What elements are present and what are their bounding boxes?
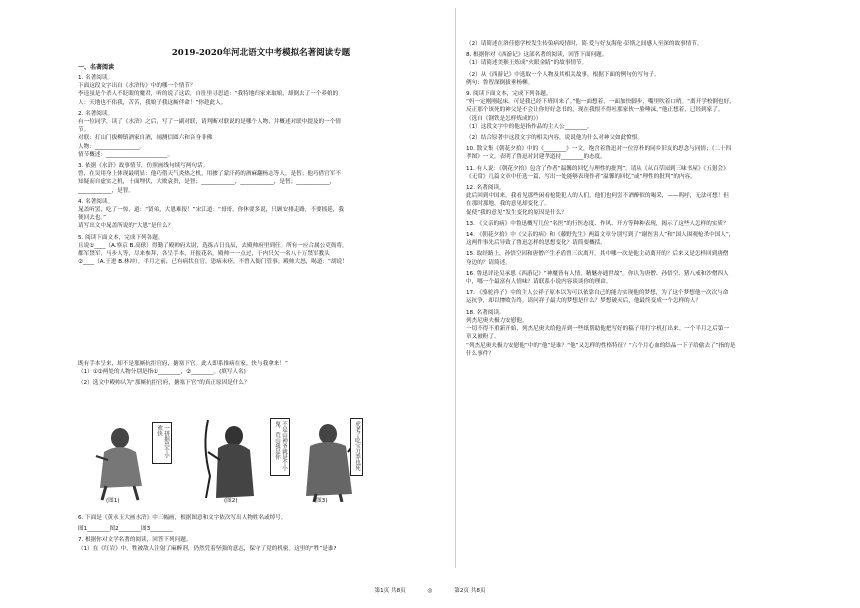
text-line: 中，哪一个最富有人情味？请联系小说内容谈谈你的理由。 bbox=[466, 279, 612, 286]
page-title: 2019-2020年河北语文中考模拟名著阅读专题 bbox=[171, 48, 351, 58]
text-line: 例句：鲁智深倒拔垂杨柳。 bbox=[466, 79, 534, 86]
text-line: 孝图》一文，表明了鲁迅对封建孝道持________的态度。 bbox=[466, 154, 606, 161]
text-line: 什么事件？ bbox=[466, 350, 494, 357]
text-line: 在那时那地，我的意见却变化了。 bbox=[466, 201, 550, 208]
text-line: 列杰尼奥夫极力安慰他。 bbox=[466, 317, 528, 324]
text-line: 既有手本呈来，却不是那厮抗拒官府，搪塞下官。此人即系推病在家。快与我拿来！” bbox=[78, 361, 288, 367]
text-line: 节。 bbox=[78, 127, 90, 134]
text-line: 身边的？请简述。 bbox=[466, 259, 511, 266]
text-line: （2）从《西游记》中选取一个人物及其相关故事，根据下面的例句仿写句子。 bbox=[466, 71, 660, 78]
text-line: 曾，在吴用身上体现最明显：他巧借天气炎热之机，用掺了蒙汗药的酒麻翻杨志等人，是智；他巧借官军不 bbox=[78, 171, 341, 178]
text-line: “列杰尼奥夫极力安慰他”中的“他”是谁？“他”又怎样的性格特征？“六个月心血的结晶一下子给偷去了”指的是 bbox=[466, 342, 736, 349]
text-line: 14. 《朝花夕拾》中《父亲的病》和《藤野先生》两篇文章分别写到了“谢医害人”和“国人围观枪杀中国人”， bbox=[466, 232, 735, 239]
text-line: 知疑而自虚实之机，十面埋伏，大败袁贵，是智；____________，____________，是智；____________， bbox=[78, 179, 336, 186]
page-footer bbox=[0, 586, 860, 594]
footer-mark: ◎ bbox=[427, 588, 433, 594]
text-line: 人：天地也不佑我，苦苦，我娘子我这厮伴命！”你趁此人。 bbox=[78, 99, 227, 106]
text-line: 7. 根据你对文学名著的阅读，回答下列问题。 bbox=[78, 537, 192, 544]
text-line: 16. 鲁迅评论吴承恩《西游记》“神魔皆有人情，精魅亦通世故”。你认为唐僧、孙悟空、猪八戒和沙僧四人 bbox=[466, 270, 729, 277]
text-line: （1）①②两处的人物分别是指①________，②________。(填写人名) bbox=[78, 369, 246, 376]
text-line: 3. 依据《水浒》故事情节，仿照画线句续写两句话。 bbox=[78, 163, 209, 170]
text-line: 图1________图2________图3________ bbox=[78, 526, 173, 533]
text-line: 对联：打山门拔柳镇酒家自酒，闹测信圆六和音身非佛 bbox=[78, 135, 213, 142]
text-line: （1）这段文字中的他是指作品的主人公________。 bbox=[466, 123, 593, 130]
text-line: 此后回到中国来，我看见那些闲看枪毙犯人的人们，他们也何尝不酒醉似的喝采，——呜呼，无法可想！但 bbox=[466, 193, 729, 200]
figure-2-callout: 不是山神爷就是个小鬼，荒山我是你 bbox=[270, 418, 290, 476]
text-line: 便回去也。” bbox=[78, 215, 107, 222]
text-line: （选自《钢铁是怎样炼成的》） bbox=[466, 115, 542, 122]
text-line: ②____（A.王进 B.林冲）。半月之前，已有病状在官，患病未痊，不曾入衙门管事。殿帅大怒，喝道：“胡说！ bbox=[78, 259, 348, 266]
text-line: 15. 取经路上，孙悟空因和唐僧产生矛盾曾三次离开。其中哪一次是他主动离开的？后来又是怎样回到唐僧 bbox=[466, 251, 729, 258]
text-line: “妈一定刚刚起床，可是我已经下班回来了。”他一面想着，一面加快脚步，嘴里吹着口哨。“离开学校倒也好， bbox=[466, 99, 735, 106]
text-line: 4. 名著阅读。 bbox=[78, 198, 114, 205]
text-line: 12. 名著阅读。 bbox=[466, 185, 505, 192]
left-questions-5b-6 bbox=[78, 360, 444, 388]
text-line: 6. 下面是《黄永玉大画水浒》中三幅画，根据图意和文字依次写出人物姓名或绰号。 bbox=[78, 515, 287, 521]
text-line: 有一位同学，读了《水浒》之后，写了一副对联，请判断对联说的是哪个人物，并概述对联中提及的一个情 bbox=[78, 119, 341, 126]
figure-1-caption: (图1) bbox=[106, 498, 120, 504]
page-number-left: 第1页 共8页 bbox=[374, 588, 406, 594]
text-line: 5. 阅读下面文本，完成下列各题。 bbox=[78, 234, 164, 241]
figure-3-callout: 虎老了吃宝刀莽也死 bbox=[350, 418, 363, 476]
text-line: 1. 名著阅读。 bbox=[78, 75, 114, 81]
figure-1-illustration bbox=[86, 416, 156, 502]
figure-2-illustration bbox=[188, 416, 268, 502]
text-line: 2. 名著阅读。 bbox=[78, 110, 114, 117]
text-line: （2）结合原著中这段文字的相关内容，说说他为什么对神父如此愤恨。 bbox=[466, 135, 643, 142]
text-line: ____________，是智。 bbox=[78, 187, 134, 194]
page-number-right: 第2页 共8页 bbox=[454, 588, 486, 594]
text-line: 9. 阅读下面文本，完成下列各题。 bbox=[466, 91, 552, 98]
figure-3-caption: (图3) bbox=[314, 498, 328, 504]
text-line: 10. 散文集《朝花夕拾》中的《________》一文，饱含着鲁迅对一位淳朴的同乡旧友的思念与同情；《二十四 bbox=[466, 146, 732, 153]
text-line: 反正那个该死的神父是不会让你好好念书的，现在我恨不得吐那家伙一脸唾沫。”他正想着，已经到家了。 bbox=[466, 107, 724, 114]
text-line: 《无常》几篇文章中任选一篇，写出一处能够表现作者“温馨的回忆”或“理性的批判”的内容。 bbox=[466, 173, 696, 180]
figure-1-callout: 一拼据出个小欢快 bbox=[152, 422, 172, 464]
text-line: （1）在《红岩》中，牲被敌人注射了麻醉剂，仍然凭着坚强的意志，保守了党的机密。这里的“牲”是谁? bbox=[78, 545, 337, 552]
figure-strip bbox=[78, 416, 378, 508]
left-questions-6b-7 bbox=[78, 514, 444, 553]
column-divider bbox=[455, 8, 456, 568]
text-line: 这两件事先后导致了鲁迅怎样的思想变化？请简要概括。 bbox=[466, 240, 606, 247]
text-line: 18. 名著阅读。 bbox=[466, 309, 505, 316]
text-line: （2）选文中殿帅认为“那厮抗拒官府，搪塞下官”的真正原因是什么？ bbox=[78, 380, 250, 387]
text-line: 晁盖听罢，吃了一惊，道：“贤弟，大恩难报！”宋江道：“哥哥，你休要多说，只顾安排走路，不要摇延，我 bbox=[78, 207, 345, 214]
text-line: 都军禁军，马步人等，尽来参拜，各呈手本，开报花名。殿帅一一点过，于内只欠一名八十万禁军教头 bbox=[78, 251, 330, 258]
text-line: 请写出文中晁盖所说的“大恩”是什么？ bbox=[78, 223, 174, 230]
text-line: 且说①____（A.察京 B.高俅）得勤了殿帅府太尉，选拣吉日良辰，去殿帅府里到任。所有一应合属公吏衙将， bbox=[78, 242, 348, 249]
text-line: 11. 有人说：《朝花夕拾》包含了作者“温馨的回忆与理性的批判”。请从《从百草园到三味书屋》《五猖会》 bbox=[466, 165, 729, 172]
text-line: 人物：________________。 bbox=[78, 143, 146, 150]
text-line: 17. 《骆驼祥子》中的主人公祥子原本以为可以依靠自己的能力实现他的梦想，为了这个梦想他一次次与命 bbox=[466, 290, 729, 297]
text-line: 8. 根据你对《西游记》这部名著的阅读，回答下面问题。 bbox=[466, 52, 608, 59]
text-line: 情节概述：______________________。 bbox=[78, 151, 174, 158]
text-line: 李逵虽是个杀人不眨眼的魔君，听的说了这话，自肚里寻思道：“我特地归家来取娘，却倒去了一个养娘的 bbox=[78, 91, 339, 98]
right-questions bbox=[466, 40, 828, 358]
text-line: 章又被粉了。 bbox=[466, 334, 500, 341]
figure-2-caption: (图2) bbox=[224, 498, 238, 504]
section-heading: 一、名著阅读 bbox=[78, 64, 115, 71]
text-line: 运抗争，却以惨败告终。请问祥子最大的梦想是什么？梦想破灭后，他最终变成一个怎样的人？ bbox=[466, 298, 701, 305]
text-line: 一切不得不重新开始，列杰尼奥夫给他弄到一些纸帮助他把写好的稿子用打字机打出来。一个半月之后第一 bbox=[466, 326, 729, 333]
text-line: 13. 《父亲的病》中鲁迅概写几位“名医”的行医态度、作风、开方等种种表现，揭示了这些人怎样的实质？ bbox=[466, 220, 729, 227]
text-line: 促使“我的意见”发生变化的原因是什么？ bbox=[466, 209, 567, 216]
text-line: 下面这段文字出自《水浒传》中的哪一个情节？ bbox=[78, 83, 196, 90]
text-line: （1）请简述美猴王炼成“火眼金睛”的故事情节。 bbox=[466, 60, 588, 67]
left-questions-1-5 bbox=[78, 74, 444, 266]
text-line: （2）请简述在洛佳德学校发生传染病疫情时，简·爱与好友海伦·彭斯之间感人至深的故事情节。 bbox=[466, 41, 703, 47]
